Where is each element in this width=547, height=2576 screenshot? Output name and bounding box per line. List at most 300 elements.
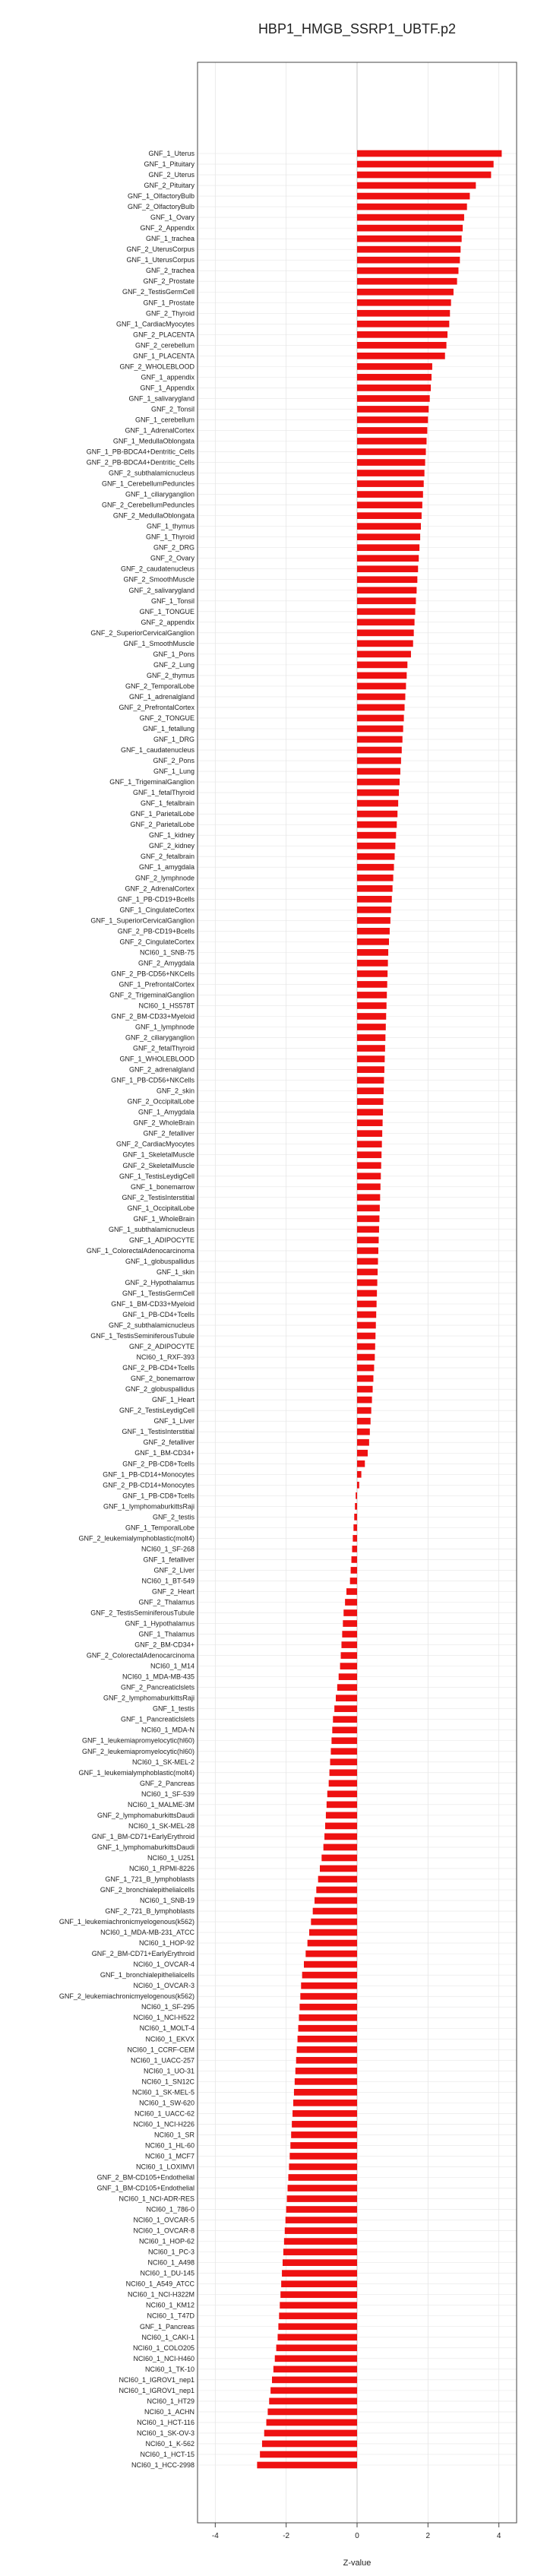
category-label: NCI60_1_MDA-N [141,1726,194,1734]
bar [357,1226,379,1233]
bar [293,2100,357,2106]
bar [357,938,389,945]
bar [284,2238,357,2245]
category-label: NCI60_1_SNB-19 [139,1897,194,1905]
bar [357,395,430,402]
category-label: GNF_1_ColorectalAdenocarcinoma [86,1246,194,1255]
category-label: NCI60_1_DU-145 [140,2269,194,2277]
category-labels [59,150,195,2469]
bar [357,1194,380,1201]
category-label: GNF_1_testis [152,1704,194,1713]
category-label: NCI60_1_SK-MEL-28 [128,1821,194,1830]
bar [357,608,416,615]
category-label: NCI60_1_SW-620 [139,2099,194,2107]
bar [357,1333,375,1340]
bar [262,2441,357,2448]
category-label: GNF_2_Prostate [143,277,194,286]
category-label: GNF_1_amygdala [138,863,194,872]
bar [357,1034,385,1041]
bar [333,1716,357,1723]
category-label: GNF_1_BM-CD34+ [134,1449,194,1457]
bar [357,960,388,967]
bar [357,1471,362,1478]
category-label: NCI60_1_RXF-393 [136,1353,194,1362]
bar [357,1109,383,1116]
bar [357,875,394,881]
category-label: NCI60_1_M14 [150,1662,194,1670]
category-label: GNF_1_lymphnode [134,1023,194,1031]
bar [353,1524,357,1531]
bar [357,193,470,200]
x-tick-label: 4 [496,2532,501,2540]
category-label: GNF_2_Pons [153,757,194,765]
bar [292,2110,357,2117]
category-label: GNF_1_ciliaryganglion [125,490,194,498]
bar [357,257,460,264]
bar [296,2057,357,2064]
bar [297,2046,357,2053]
category-label: GNF_1_BM-CD33+Myeloid [111,1299,194,1308]
bar [290,2142,357,2149]
bar [311,1919,357,1926]
category-label: GNF_2_lymphomaburkittsRaji [103,1694,194,1702]
bar [352,1556,357,1563]
category-label: GNF_2_Liver [153,1566,194,1574]
bar [357,278,457,285]
bar [357,1098,384,1105]
category-label: NCI60_1_OVCAR-8 [133,2226,194,2235]
category-label: NCI60_1_A549_ATCC [125,2280,194,2288]
category-label: GNF_2_leukemialymphoblastic(molt4) [78,1534,194,1543]
category-label: GNF_2_PB-CD14+Monocytes [103,1481,194,1489]
category-label: GNF_2_testis [152,1513,194,1521]
category-label: GNF_2_leukemiapromyelocytic(hl60) [81,1747,194,1755]
bar [357,896,392,903]
bar [315,1897,357,1904]
category-label: NCI60_1_MDA-MB-435 [122,1673,194,1681]
category-label: NCI60_1_CCRF-CEM [127,2046,194,2054]
category-label: NCI60_1_SF-295 [141,2003,194,2011]
bar [357,651,411,658]
category-label: GNF_2_Amygdala [138,959,194,967]
bar [357,1183,381,1190]
category-label: GNF_1_721_B_lymphoblasts [105,1875,194,1883]
bar [357,533,420,540]
category-label: GNF_2_subthalamicnucleus [108,469,194,477]
bar [316,1887,357,1894]
bar [357,363,432,370]
bar [357,885,393,892]
bar [331,1737,357,1744]
bar [357,438,426,445]
bar [357,448,426,455]
category-label: GNF_1_Hypothalamus [125,1619,194,1628]
bar [329,1780,357,1786]
bar [357,1119,383,1126]
bar [357,544,419,551]
category-label: NCI60_1_HT29 [147,2397,194,2405]
bar [357,811,397,818]
category-label: GNF_2_fetalliver [143,1129,194,1138]
category-label: GNF_1_TemporalLobe [125,1524,194,1532]
bar [357,1269,378,1276]
category-label: GNF_2_bonemarrow [130,1375,194,1383]
category-label: NCI60_1_SN12C [141,2078,194,2086]
category-label: GNF_1_fetallung [142,724,194,733]
bar [357,779,400,786]
bar [357,587,416,593]
bar [357,182,476,189]
category-label: GNF_1_Pancreaticlslets [120,1715,194,1723]
bar [357,1172,381,1179]
category-label: NCI60_1_UACC-62 [134,2109,194,2118]
bar [357,299,451,306]
category-label: NCI60_1_IGROV1_nep1 [119,2386,194,2394]
bar [357,1429,370,1435]
bar [357,416,428,423]
category-label: NCI60_1_786-0 [146,2205,194,2214]
category-label: GNF_2_PLACENTA [133,331,194,339]
category-label: GNF_2_SuperiorCervicalGanglion [90,628,194,637]
bar [285,2227,357,2234]
bar [357,683,406,690]
category-label: GNF_1_PB-CD56+NKCells [111,1076,194,1084]
bar [357,629,414,636]
bar [357,1002,387,1009]
bar [357,1215,379,1222]
bar [289,2153,357,2160]
category-label: NCI60_1_K-562 [145,2439,194,2448]
bar [326,1812,357,1819]
bar [288,2174,357,2181]
bar [357,1066,384,1073]
bar [277,2344,357,2351]
category-label: GNF_1_fetalbrain [140,799,194,808]
category-label: GNF_1_BM-CD71+EarlyErythroid [91,1832,194,1840]
category-label: NCI60_1_NCI-H226 [133,2120,194,2128]
bar [330,1758,357,1765]
bar [272,2377,357,2384]
bar [288,2185,357,2191]
category-label: GNF_1_Pituitary [144,160,194,169]
category-label: GNF_1_cerebellum [134,416,194,424]
category-label: GNF_2_lymphnode [134,874,194,882]
bar [357,459,425,466]
bar [308,1940,357,1947]
bar [357,480,424,487]
category-label: GNF_1_Heart [151,1396,194,1404]
category-label: GNF_2_BM-CD71+EarlyErythroid [91,1950,194,1958]
category-label: NCI60_1_MALME-3M [127,1800,194,1809]
bar [357,1280,378,1286]
category-label: NCI60_1_HL-60 [144,2141,194,2150]
category-label: GNF_1_PB-CD14+Monocytes [103,1470,194,1479]
category-label: GNF_2_Ovary [150,554,194,562]
category-label: GNF_2_OccipitalLobe [127,1097,194,1106]
category-label: NCI60_1_SK-MEL-5 [131,2088,194,2097]
category-label: NCI60_1_SNB-75 [139,948,194,957]
category-label: NCI60_1_BT-549 [141,1577,194,1585]
category-label: GNF_2_cerebellum [134,341,194,350]
category-label: NCI60_1_SK-MEL-2 [131,1758,194,1766]
category-label: GNF_1_PB-CD8+Tcells [122,1492,194,1500]
category-label: GNF_1_PB-CD4+Tcells [122,1311,194,1319]
category-label: NCI60_1_MCF7 [144,2152,194,2160]
category-label: GNF_2_CerebellumPeduncles [101,501,194,509]
category-label: GNF_2_WholeBrain [133,1119,194,1127]
category-label: GNF_1_skin [156,1267,194,1276]
category-label: GNF_1_TestisLeydigCell [119,1172,194,1180]
category-label: GNF_2_TestisSeminiferousTubule [90,1609,194,1617]
category-label: GNF_1_SkeletalMuscle [122,1150,194,1159]
bar [330,1769,357,1776]
bar [298,2036,357,2043]
bar [357,790,399,796]
bar [357,267,458,274]
bar [357,821,397,828]
category-label: GNF_2_PB-CD19+Bcells [117,927,194,935]
category-label: GNF_2_salivarygland [128,586,194,594]
category-label: GNF_2_UterusCorpus [126,245,194,254]
category-label: GNF_1_CerebellumPeduncles [101,479,194,488]
category-label: GNF_1_appendix [141,373,194,381]
bar [269,2398,357,2405]
bar [292,2121,357,2128]
category-label: NCI60_1_MDA-MB-231_ATCC [100,1929,194,1937]
category-label: GNF_1_AdrenalCortex [125,426,194,435]
category-label: GNF_2_TONGUE [139,714,194,722]
bar [257,2462,357,2469]
bar [357,619,415,625]
bar [330,1748,357,1755]
category-label: GNF_1_PLACENTA [133,352,194,360]
bar [357,1322,376,1329]
bar [343,1620,357,1627]
bar [357,289,454,296]
bar [270,2388,357,2394]
bar [357,1460,365,1467]
category-label: NCI60_1_OVCAR-4 [133,1960,194,1969]
bar [357,747,402,754]
category-label: NCI60_1_EKVX [145,2035,194,2043]
bar [357,1418,371,1425]
category-label: GNF_2_Pituitary [144,182,194,190]
category-label: GNF_1_kidney [148,831,194,840]
category-label: GNF_1_bonemarrow [130,1182,194,1191]
category-label: NCI60_1_HCT-116 [137,2418,194,2426]
category-label: GNF_2_SkeletalMuscle [122,1161,194,1169]
bar [324,1834,357,1840]
category-label: NCI60_1_NCI-H460 [133,2354,194,2362]
category-label: GNF_2_Tonsil [150,405,194,413]
category-label: NCI60_1_MOLT-4 [139,2024,194,2033]
category-label: GNF_1_TONGUE [139,607,194,616]
category-label: GNF_1_leukemiapromyelocytic(hl60) [81,1736,194,1745]
bar [357,1397,372,1404]
bar [282,2270,357,2277]
bar [342,1631,357,1638]
bar [281,2280,357,2287]
bar [320,1866,357,1872]
bar [280,2291,357,2298]
category-label: GNF_2_ciliaryganglion [125,1033,194,1042]
category-label: GNF_1_Tonsil [150,597,194,605]
bar [286,2217,357,2223]
bar [357,172,491,179]
category-label: GNF_2_Thyroid [145,309,194,318]
bar [357,800,398,807]
category-label: GNF_2_Pancreas [139,1779,194,1787]
category-label: GNF_1_fetalThyroid [132,789,194,797]
category-label: GNF_2_lymphomaburkittsDaudi [96,1811,194,1819]
bar [357,523,421,530]
bar [296,2068,357,2074]
bar [341,1652,357,1659]
bar [357,1162,381,1169]
category-label: GNF_2_TestisInterstitial [122,1193,194,1201]
bar [357,917,390,924]
category-label: NCI60_1_RPMI-8226 [128,1864,194,1872]
bar [291,2131,357,2138]
bar [337,1684,357,1691]
bar [357,597,416,604]
bar [352,1546,357,1552]
bar [357,1482,359,1489]
category-label: GNF_2_OlfactoryBulb [127,203,194,211]
bar [340,1663,357,1669]
bar [357,406,428,413]
bar [357,662,407,669]
category-label: GNF_2_TestisGermCell [122,288,194,296]
category-label: GNF_1_PrefrontalCortex [119,980,194,989]
category-label: NCI60_1_ACHN [144,2407,194,2416]
category-label: GNF_2_DRG [153,543,194,552]
category-label: GNF_1_globuspallidus [125,1257,194,1265]
category-label: GNF_2_appendix [141,618,194,626]
x-tick-label: 2 [425,2532,431,2540]
bar [357,1312,376,1318]
category-label: GNF_1_bronchialepithelialcells [100,1971,194,1979]
bar [357,1439,369,1446]
category-label: GNF_2_BM-CD105+Endothelial [96,2173,194,2182]
bar [357,470,425,476]
category-label: GNF_2_PB-CD4+Tcells [122,1364,194,1372]
bar [357,1087,384,1094]
bar [355,1503,357,1510]
bar [341,1641,357,1648]
bar [357,353,445,359]
bar [357,1354,375,1361]
category-label: GNF_1_WholeBrain [133,1214,194,1223]
bar [357,1386,373,1393]
bar [300,1993,357,2000]
category-label: GNF_1_salivarygland [128,394,194,403]
category-label: NCI60_1_OVCAR-3 [133,1982,194,1990]
category-label: GNF_2_leukemiachronicmyelogenous(k562) [58,1992,194,2001]
bar [336,1695,357,1701]
category-label: GNF_2_globuspallidus [125,1385,194,1394]
bar [280,2302,357,2309]
bar [357,555,419,562]
bar [357,512,422,519]
bar [356,1492,357,1499]
bar [302,1972,357,1979]
category-label: GNF_1_Pons [153,650,194,658]
category-label: GNF_2_bronchialepithelialcells [100,1886,194,1894]
bar [277,2334,357,2340]
bar [339,1673,357,1680]
bar [279,2312,357,2319]
category-label: GNF_2_TestisLeydigCell [119,1407,194,1415]
bar [357,1024,386,1030]
category-label: NCI60_1_U251 [147,1853,194,1862]
category-label: GNF_2_CardiacMyocytes [115,1140,194,1148]
category-label: NCI60_1_UO-31 [143,2067,194,2075]
category-label: GNF_1_UterusCorpus [126,256,194,264]
category-label: NCI60_1_SK-OV-3 [136,2429,194,2437]
bar [357,949,388,956]
bar [357,1237,378,1244]
category-label: GNF_2_Pancreaticlslets [120,1683,194,1691]
category-label: GNF_2_BM-CD33+Myeloid [111,1012,194,1021]
category-label: GNF_2_fetalliver [143,1438,194,1447]
category-label: GNF_1_MedullaOblongata [112,437,194,445]
bar [357,1450,368,1457]
bar [357,1045,385,1052]
bar [325,1823,357,1830]
bar [357,576,417,583]
category-label: NCI60_1_T47D [147,2312,194,2320]
category-label: GNF_1_thymus [146,522,194,530]
bar [357,565,418,572]
bar [346,1588,357,1595]
category-label: GNF_1_Thalamus [138,1630,194,1638]
x-tick-label: -2 [283,2532,290,2540]
category-label: GNF_1_Liver [153,1417,194,1426]
category-label: GNF_2_Lung [153,660,194,669]
category-label: GNF_2_fetalbrain [140,853,194,861]
bar [313,1908,357,1915]
category-label: NCI60_1_KM12 [145,2301,194,2309]
category-label: GNF_1_lymphomaburkittsRaji [103,1502,194,1511]
bar [351,1567,357,1574]
category-label: GNF_2_Heart [151,1587,194,1596]
bar [357,310,450,317]
bar [357,385,431,391]
category-label: NCI60_1_UACC-257 [130,2056,194,2065]
x-axis-label: Z-value [343,2559,372,2568]
bar [357,321,449,328]
x-axis-ticks [212,2523,501,2540]
category-label: NCI60_1_TK-10 [144,2365,194,2373]
category-label: GNF_2_Hypothalamus [125,1278,194,1286]
bar [357,331,447,338]
bar [294,2089,357,2096]
category-label: GNF_2_trachea [145,267,194,275]
category-label: GNF_2_PrefrontalCortex [119,703,194,711]
category-label: GNF_2_ColorectalAdenocarcinoma [86,1651,194,1660]
category-label: NCI60_1_A498 [147,2258,194,2267]
category-label: GNF_2_721_B_lymphoblasts [105,1907,194,1916]
bar [357,1290,377,1297]
category-label: GNF_1_leukemiachronicmyelogenous(k562) [58,1918,194,1926]
category-label: GNF_1_TestisInterstitial [122,1428,194,1436]
category-label: GNF_2_thymus [146,671,194,679]
bar [332,1726,357,1733]
bar [357,704,405,711]
bar [357,641,413,647]
category-label: GNF_2_ParietalLobe [130,821,194,829]
